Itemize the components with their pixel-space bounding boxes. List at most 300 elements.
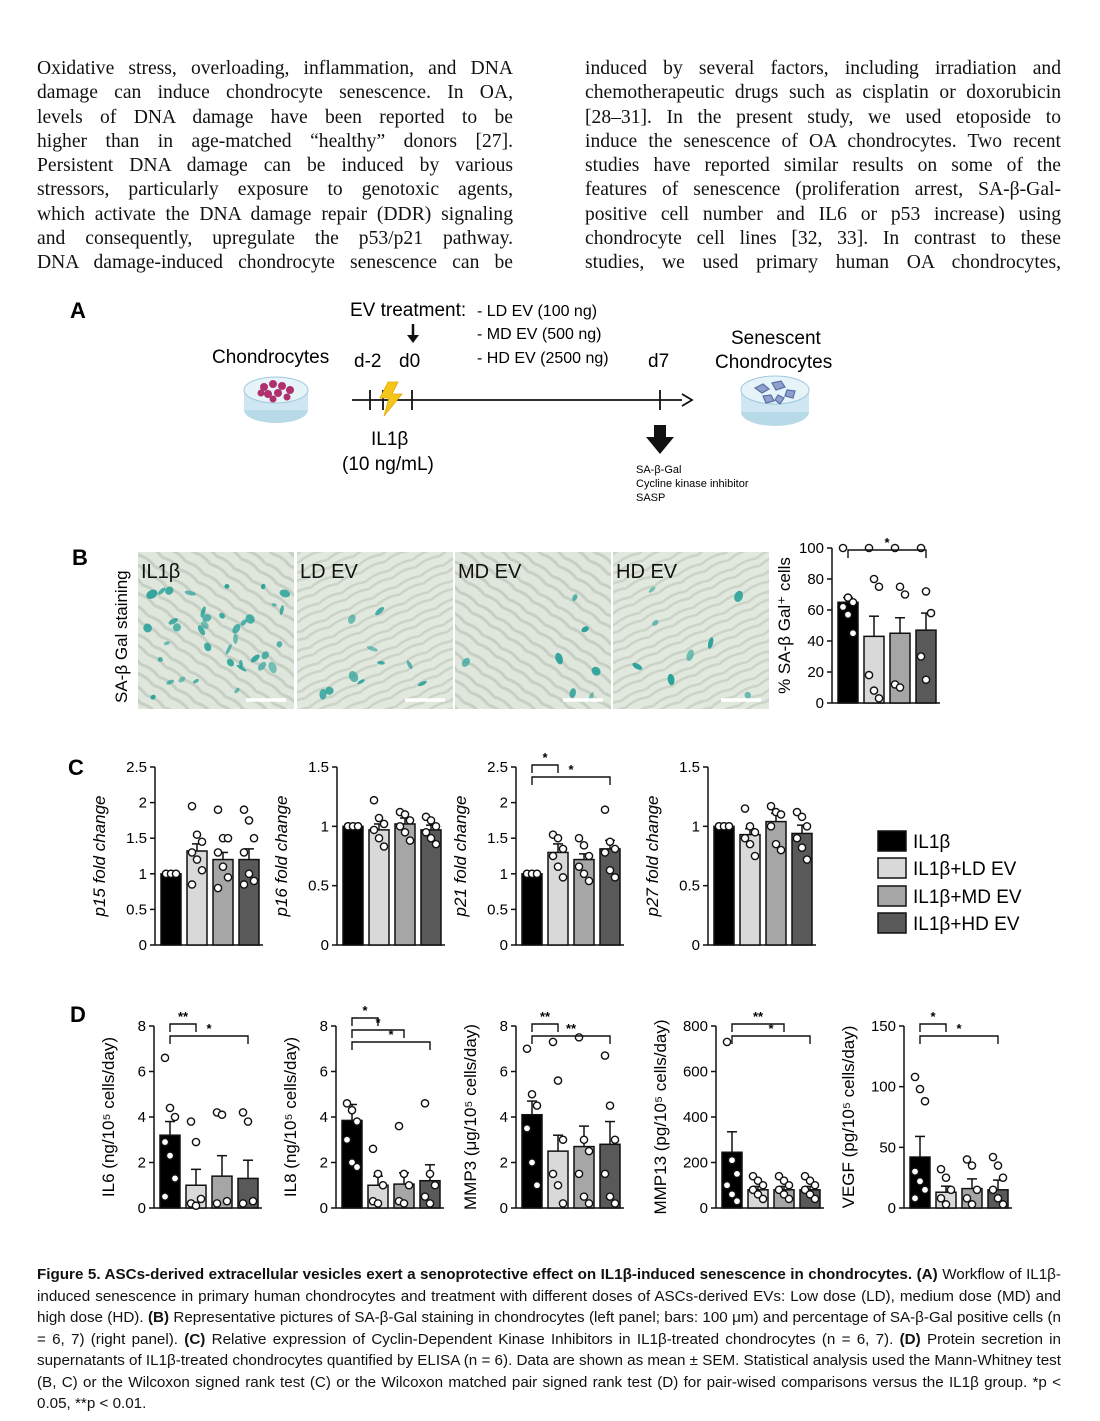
y-tick-label: 6	[499, 1063, 508, 1081]
data-point	[244, 1118, 251, 1125]
significance-label: *	[956, 1021, 962, 1036]
data-point	[239, 1109, 246, 1116]
readout-sa-gal: SA-β-Gal	[636, 464, 682, 476]
data-point	[354, 823, 361, 830]
data-point	[198, 838, 205, 845]
data-point	[214, 849, 221, 856]
chondrocytes-dish-icon	[244, 377, 308, 423]
y-tick-label: 400	[682, 1109, 708, 1126]
data-point	[187, 1118, 194, 1125]
y-tick-label: 4	[499, 1109, 508, 1126]
caption-c-text: Relative expression of Cyclin-Dependent Kinase Inhibitors in IL1β-treated chondrocytes (n = 6, 7).	[211, 1330, 894, 1348]
body-text-line: [28–31]. In the present study, we used etoposide to	[585, 106, 1061, 128]
data-point	[370, 826, 377, 833]
data-point	[400, 1170, 407, 1177]
data-point	[896, 684, 903, 691]
data-point	[798, 813, 805, 820]
data-point	[606, 1102, 613, 1109]
data-point	[575, 835, 582, 842]
data-point	[523, 1045, 530, 1052]
y-tick-label: 100	[798, 540, 824, 557]
data-point	[922, 588, 929, 595]
data-point	[916, 1085, 923, 1092]
data-point	[395, 1123, 402, 1130]
legend-label-md: IL1β+MD EV	[913, 887, 1022, 908]
data-point	[759, 1182, 766, 1189]
data-point	[803, 823, 810, 830]
data-point	[973, 1186, 980, 1193]
readout-sasp: SASP	[636, 492, 666, 504]
bar-ld	[548, 1151, 568, 1208]
data-point	[421, 1100, 428, 1107]
timepoint-d7: d7	[648, 351, 670, 372]
caption-d-text: Protein secretion in supernatants of IL1β-treated chondrocytes quantified by ELISA (n = 6). Data are shown as mean ± SEM. Statistical analysis used the Mann-Whitney test (B, C) or the Wilcoxon signed rank test (C) or the Wilcoxon matched pair signed rank test (D) for pair-wised comparisons versus the IL1β group. *p < 0.05, **p < 0.01.	[37, 1330, 1061, 1412]
data-point	[161, 1054, 168, 1061]
chart-p16	[272, 759, 445, 954]
data-point	[575, 863, 582, 870]
data-point	[353, 1163, 360, 1170]
panel-letter-b: B	[72, 545, 88, 570]
data-point	[580, 1193, 587, 1200]
body-text-line: and consequently, upregulate the p53/p21 pathway.	[37, 228, 513, 250]
data-point	[896, 583, 903, 590]
data-point	[798, 844, 805, 851]
data-point	[559, 1136, 566, 1143]
data-point	[369, 1145, 376, 1152]
data-point	[741, 805, 748, 812]
chart-p15	[90, 759, 263, 954]
data-point	[400, 1200, 407, 1207]
bar-il1b	[714, 826, 734, 945]
data-point	[999, 1174, 1006, 1181]
timepoint-d-minus2: d-2	[354, 351, 382, 372]
data-point	[214, 884, 221, 891]
data-point	[746, 841, 753, 848]
chart-mmp3	[461, 1009, 624, 1217]
y-tick-label: 0	[319, 1200, 328, 1217]
y-tick-label: 600	[682, 1063, 708, 1081]
bar-md	[213, 860, 233, 945]
chondrocytes-label: Chondrocytes	[212, 347, 330, 368]
legend-label-il1b: IL1β	[913, 832, 951, 853]
y-tick-label: 200	[682, 1154, 708, 1172]
significance-bracket	[732, 1036, 810, 1044]
significance-label: *	[206, 1021, 212, 1036]
data-point	[994, 1195, 1001, 1202]
data-point	[249, 1198, 256, 1205]
stain-image-label: HD EV	[616, 561, 678, 583]
caption-a-text: Workflow of IL1β-induced senescence in primary human chondrocytes and treatment with different doses of ASCs-derived EVs: Low dose (LD), medium dose (MD) and high dose (HD).	[37, 1266, 1061, 1326]
data-point	[728, 1157, 735, 1164]
data-point	[937, 1195, 944, 1202]
stained-cell	[233, 634, 238, 644]
y-tick-label: 8	[319, 1018, 328, 1035]
y-axis-label: p16 fold change	[272, 795, 291, 917]
body-text-line: positive cell number and IL6 or p53 increase) using	[585, 203, 1061, 225]
data-point	[728, 1191, 735, 1198]
data-point	[839, 544, 846, 551]
data-point	[193, 856, 200, 863]
data-point	[431, 1182, 438, 1189]
figure-5	[0, 290, 1100, 1250]
y-tick-label: 0	[699, 1200, 708, 1217]
body-text-right-column	[585, 57, 1061, 276]
significance-bracket	[532, 777, 610, 785]
data-point	[793, 835, 800, 842]
data-point	[213, 1200, 220, 1207]
data-point	[406, 817, 413, 824]
data-point	[875, 695, 882, 702]
data-point	[218, 1111, 225, 1118]
stain-image-hd	[613, 552, 769, 709]
body-text-line: features of senescence (proliferation arrest, SA-β-Gal-	[585, 179, 1061, 201]
data-point	[733, 1170, 740, 1177]
chart-mmp13	[651, 1009, 824, 1217]
significance-bracket	[532, 1024, 558, 1032]
y-tick-label: 1.5	[126, 830, 147, 848]
data-point	[188, 881, 195, 888]
data-point	[606, 838, 613, 845]
data-point	[870, 687, 877, 694]
data-point	[785, 1195, 792, 1202]
data-point	[968, 1162, 975, 1169]
significance-bracket	[352, 1042, 430, 1050]
y-tick-label: 0	[320, 937, 329, 954]
stain-image-md	[455, 552, 611, 709]
y-axis-label: MMP3 (μg/10⁵ cells/day)	[461, 1024, 480, 1210]
data-point	[751, 852, 758, 859]
data-point	[533, 1182, 540, 1189]
data-point	[554, 1182, 561, 1189]
chart-il8	[281, 1003, 444, 1217]
data-point	[214, 806, 221, 813]
data-point	[379, 1182, 386, 1189]
data-point	[927, 610, 934, 617]
data-point	[171, 1175, 178, 1182]
data-point	[559, 874, 566, 881]
chart-sagal	[775, 535, 940, 712]
body-text-line: induced by several factors, including irradiation and	[585, 58, 1061, 79]
y-tick-label: 4	[137, 1109, 146, 1126]
y-tick-label: 0.5	[308, 877, 329, 895]
legend-swatch-hd	[878, 913, 906, 933]
y-tick-label: 2	[138, 794, 147, 812]
significance-bracket	[920, 1036, 998, 1044]
legend-label-hd: IL1β+HD EV	[913, 914, 1020, 935]
bar-ld	[187, 851, 207, 945]
data-point	[219, 863, 226, 870]
data-point	[585, 877, 592, 884]
data-point	[245, 817, 252, 824]
y-tick-label: 2	[499, 1154, 508, 1172]
data-point	[580, 870, 587, 877]
data-point	[549, 1170, 556, 1177]
data-point	[166, 1152, 173, 1159]
y-axis-label: IL8 (ng/10⁵ cells/day)	[281, 1036, 300, 1198]
caption-b-text: Representative pictures of SA-β-Gal staining in chondrocytes (left panel; bars: 100 μm) and percentage of SA-β-Gal positive cells (n = 6, 7) (right panel).	[37, 1309, 1061, 1348]
body-text-line: studies have reported similar results on some of the	[585, 155, 1061, 177]
significance-bracket	[352, 1018, 378, 1026]
legend-swatch-il1b	[878, 831, 906, 851]
y-tick-label: 2	[319, 1154, 328, 1172]
data-point	[575, 1170, 582, 1177]
data-point	[432, 841, 439, 848]
data-point	[994, 1162, 1001, 1169]
data-point	[785, 1182, 792, 1189]
data-point	[901, 591, 908, 598]
y-tick-label: 800	[682, 1018, 708, 1035]
significance-label: *	[362, 1003, 368, 1018]
data-point	[999, 1201, 1006, 1208]
panel-a-workflow	[212, 300, 832, 504]
data-point	[585, 852, 592, 859]
y-tick-label: 2.5	[487, 759, 508, 776]
data-point	[580, 842, 587, 849]
data-point	[192, 1202, 199, 1209]
data-point	[380, 843, 387, 850]
y-tick-label: 2	[137, 1154, 146, 1172]
data-point	[401, 829, 408, 836]
body-text-line: damage can induce chondrocyte senescence. In OA,	[37, 82, 513, 104]
y-axis-label: % SA-β Gal⁺ cells	[775, 557, 794, 694]
il1b-stimulus-label: IL1β	[371, 429, 409, 450]
significance-bracket	[532, 765, 558, 773]
y-tick-label: 1.5	[679, 759, 700, 776]
data-point	[989, 1186, 996, 1193]
data-point	[528, 1159, 535, 1166]
significance-bracket	[170, 1024, 196, 1032]
data-point	[245, 870, 252, 877]
readout-cki: Cycline kinase inhibitor	[636, 478, 749, 490]
y-tick-label: 1.5	[487, 830, 508, 848]
data-point	[611, 845, 618, 852]
y-tick-label: 0.5	[487, 901, 508, 919]
significance-label: *	[388, 1027, 394, 1042]
y-tick-label: 40	[807, 633, 824, 650]
significance-bracket	[170, 1036, 248, 1044]
data-point	[937, 1166, 944, 1173]
body-text-line: studies, we used primary human OA chondrocytes,	[585, 252, 1061, 274]
y-tick-label: 0	[137, 1200, 146, 1217]
y-tick-label: 8	[499, 1018, 508, 1035]
figure-caption	[37, 1264, 1061, 1415]
data-point	[911, 1168, 918, 1175]
ev-treatment-label: EV treatment:	[350, 300, 467, 321]
data-point	[870, 575, 877, 582]
y-tick-label: 0.5	[126, 901, 147, 919]
y-tick-label: 0	[815, 695, 824, 712]
y-tick-label: 60	[807, 602, 824, 619]
data-point	[601, 1170, 608, 1177]
stain-image-il1b	[138, 552, 294, 709]
data-point	[580, 1136, 587, 1143]
y-tick-label: 8	[137, 1018, 146, 1035]
data-point	[343, 1136, 350, 1143]
data-point	[348, 1107, 355, 1114]
data-point	[198, 867, 205, 874]
dose-hd: - HD EV (2500 ng)	[477, 350, 609, 367]
data-point	[193, 831, 200, 838]
data-point	[405, 1182, 412, 1189]
body-text-line: Oxidative stress, overloading, inflammation, and DNA	[37, 58, 513, 79]
data-point	[523, 1125, 530, 1132]
data-point	[947, 1186, 954, 1193]
data-point	[240, 849, 247, 856]
y-axis-label: p27 fold change	[643, 795, 662, 917]
dose-md: - MD EV (500 ng)	[477, 326, 602, 343]
bar-il1b	[343, 826, 363, 945]
data-point	[240, 881, 247, 888]
data-point	[811, 1182, 818, 1189]
data-point	[601, 1052, 608, 1059]
significance-label: *	[884, 535, 890, 550]
data-point	[197, 1195, 204, 1202]
data-point	[839, 603, 846, 610]
data-point	[942, 1201, 949, 1208]
data-point	[777, 846, 784, 853]
data-point	[585, 1200, 592, 1207]
data-point	[811, 1195, 818, 1202]
data-point	[554, 863, 561, 870]
data-point	[575, 1034, 582, 1041]
significance-label: *	[375, 1015, 381, 1030]
significance-bracket	[532, 1036, 610, 1044]
data-point	[911, 1073, 918, 1080]
body-text-line: induce the senescence of OA chondrocytes. Two recent	[585, 130, 1061, 152]
data-point	[426, 1200, 433, 1207]
body-text-line: DNA damage-induced chondrocyte senescence can be	[37, 252, 513, 274]
timepoint-d0: d0	[399, 351, 421, 372]
panel-letter-c: C	[68, 755, 84, 780]
significance-label: **	[752, 1009, 764, 1024]
data-point	[601, 849, 608, 856]
significance-bracket	[920, 1024, 946, 1032]
y-tick-label: 2	[499, 794, 508, 812]
data-point	[916, 1178, 923, 1185]
y-tick-label: 50	[879, 1139, 896, 1157]
y-tick-label: 0	[691, 937, 700, 954]
data-point	[224, 835, 231, 842]
significance-bracket	[848, 550, 926, 558]
bar-ld	[740, 835, 760, 945]
stain-image-label: MD EV	[458, 561, 522, 583]
data-point	[725, 823, 732, 830]
significance-label: *	[930, 1009, 936, 1024]
y-axis-label: VEGF (pg/10⁵ cells/day)	[839, 1025, 858, 1209]
panel-letter-d: D	[70, 1002, 86, 1027]
data-point	[875, 583, 882, 590]
data-point	[432, 823, 439, 830]
y-tick-label: 0	[499, 1200, 508, 1217]
y-tick-label: 0.5	[679, 877, 700, 895]
chart-p21	[451, 750, 624, 954]
data-point	[374, 1200, 381, 1207]
data-point	[240, 806, 247, 813]
data-point	[380, 820, 387, 827]
data-point	[921, 1098, 928, 1105]
stain-image-label: LD EV	[300, 561, 358, 583]
bar-hd	[600, 849, 620, 945]
data-point	[353, 1118, 360, 1125]
data-point	[559, 845, 566, 852]
y-tick-label: 1	[138, 865, 147, 883]
data-point	[611, 1200, 618, 1207]
significance-label: *	[542, 750, 548, 765]
data-point	[224, 874, 231, 881]
y-tick-label: 0	[138, 937, 147, 954]
y-tick-label: 1	[499, 865, 508, 883]
data-point	[250, 877, 257, 884]
data-point	[171, 1113, 178, 1120]
data-point	[611, 1136, 618, 1143]
data-point	[723, 1038, 730, 1045]
caption-a-label: (A)	[916, 1266, 938, 1283]
y-tick-label: 0	[499, 937, 508, 954]
data-point	[601, 806, 608, 813]
data-point	[533, 1102, 540, 1109]
panel-letter-a: A	[70, 298, 86, 323]
data-point	[968, 1201, 975, 1208]
y-tick-label: 20	[807, 664, 824, 681]
data-point	[606, 867, 613, 874]
body-text-line: higher than in age-matched “healthy” donors [27].	[37, 130, 513, 152]
data-point	[549, 852, 556, 859]
chart-p27	[643, 759, 816, 954]
legend-swatch-md	[878, 886, 906, 906]
data-point	[849, 630, 856, 637]
significance-label: **	[539, 1009, 551, 1024]
legend	[878, 831, 1022, 935]
data-point	[343, 1100, 350, 1107]
legend-label-ld: IL1β+LD EV	[913, 859, 1017, 880]
data-point	[849, 599, 856, 606]
data-point	[922, 676, 929, 683]
data-point	[250, 835, 257, 842]
data-point	[166, 1104, 173, 1111]
data-point	[239, 1200, 246, 1207]
data-point	[533, 870, 540, 877]
y-tick-label: 2.5	[126, 759, 147, 776]
data-point	[192, 1138, 199, 1145]
data-point	[554, 1077, 561, 1084]
y-tick-label: 1	[320, 818, 329, 836]
body-text-line: stressors, particularly exposure to genotoxic agents,	[37, 179, 513, 201]
body-text-line: Persistent DNA damage can be induced by various	[37, 155, 513, 177]
y-tick-label: 0	[887, 1200, 896, 1217]
stain-image-label: IL1β	[141, 561, 181, 583]
data-point	[942, 1174, 949, 1181]
chart-vegf	[839, 1009, 1012, 1217]
body-text-line: chemotherapeutic drugs such as cisplatin or doxorubicin	[585, 82, 1061, 104]
chart-il6	[99, 1009, 262, 1217]
y-tick-label: 6	[319, 1063, 328, 1081]
significance-bracket	[352, 1030, 404, 1038]
y-tick-label: 150	[870, 1018, 896, 1035]
data-point	[559, 1200, 566, 1207]
data-point	[161, 1138, 168, 1145]
body-text-line: chondrocyte cell lines [32, 33]. In contrast to these	[585, 228, 1061, 250]
y-axis-label: IL6 (ng/10⁵ cells/day)	[99, 1036, 118, 1198]
significance-label: *	[768, 1021, 774, 1036]
data-point	[585, 1148, 592, 1155]
data-point	[223, 1198, 230, 1205]
y-tick-label: 1	[691, 818, 700, 836]
caption-c-label: (C)	[184, 1330, 206, 1348]
y-tick-label: 80	[807, 571, 824, 588]
data-point	[777, 811, 784, 818]
data-point	[921, 1186, 928, 1193]
y-tick-label: 1.5	[308, 759, 329, 776]
